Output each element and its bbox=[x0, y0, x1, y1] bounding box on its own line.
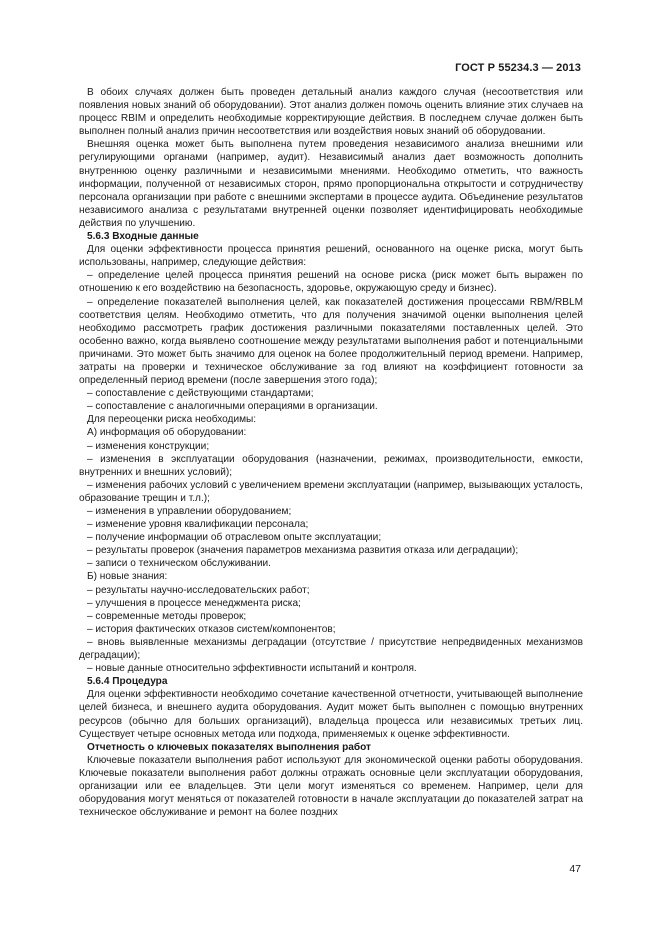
list-item: – определение показателей выполнения целей, как показателей достижения процессами RBM/RBLM соответствия целям. Необходимо отметить, что для получения значимой оценки выполнения целей необходимо рассмотреть график достижения различными показателями поставленных целей. Это особенно важно, когда выявлено соотношение между результатами выполнения работ и потенциальными причинами. Это может быть значимо для оценок на более продолжительный период времени. Например, затраты на проверки и техническое обслуживание за год влияют на коэффициент готовности за определенный период времени (после завершения этого года); bbox=[79, 296, 583, 387]
sublist-heading-b: Б) новые знания: bbox=[87, 571, 168, 583]
paragraph-intro-actions: Для оценки эффективности процесса принятия решений, основанного на оценке риска, могут быть использованы, например, следующие действия: bbox=[79, 244, 583, 269]
list-item: – современные методы проверок; bbox=[87, 610, 247, 622]
list-item: – изменение уровня квалификации персонала; bbox=[87, 519, 309, 531]
paragraph-reassessment-intro: Для переоценки риска необходимы: bbox=[87, 414, 257, 426]
list-item: – результаты проверок (значения параметров механизма развития отказа или деградации); bbox=[87, 545, 519, 557]
list-item: – история фактических отказов систем/компонентов; bbox=[87, 623, 336, 635]
document-body bbox=[79, 86, 583, 819]
list-item: – сопоставление с действующими стандартами; bbox=[87, 388, 314, 400]
subheading-kpi-reporting: Отчетность о ключевых показателях выполнения работ bbox=[87, 741, 371, 753]
sublist-heading-a: А) информация об оборудовании: bbox=[87, 427, 247, 439]
list-item: – изменения рабочих условий с увеличением времени эксплуатации (например, вызывающих усталость, образование трещин и т.л.); bbox=[79, 479, 583, 504]
list-item: – изменения в эксплуатации оборудования (назначении, режимах, производительности, емкости, внутренних и внешних условий); bbox=[79, 453, 583, 478]
page-number: 47 bbox=[569, 863, 581, 875]
list-item: – улучшения в процессе менеджмента риска; bbox=[87, 597, 301, 609]
section-heading-5-6-3: 5.6.3 Входные данные bbox=[87, 231, 199, 243]
list-item: – сопоставление с аналогичными операциями в организации. bbox=[87, 401, 378, 413]
section-heading-5-6-4: 5.6.4 Процедура bbox=[87, 676, 168, 688]
list-item: – изменения в управлении оборудованием; bbox=[87, 506, 292, 517]
list-item: – новые данные относительно эффективности испытаний и контроля. bbox=[87, 663, 417, 675]
list-item: – изменения конструкции; bbox=[87, 440, 210, 452]
paragraph-procedure: Для оценки эффективности необходимо сочетание качественной отчетности, учитывающей выполнение целей бизнеса, и внешнего аудита оборудования. Аудит может быть выполнен с помощью внутренних ресурсов (обычно для больших организаций), владельца процесса или независимых третьих лиц. Существует четыре основных метода или подхода, применяемых к оценке эффективности. bbox=[79, 689, 583, 740]
paragraph-external-assessment: Внешняя оценка может быть выполнена путем проведения независимого анализа внешними или регулирующими органами (например, аудит). Независимый анализ дает возможность дополнить внутреннюю оценку различными и независимыми мнениями. Необходимо отметить, что важность информации, полученной от независимых сторон, прямо пропорциональна открытости и сотрудничеству персонала организации при работе с внешними экспертами в процессе аудита. Объединение результатов независимого анализа с результатами внутренней оценки позволяет идентифицировать необходимые действия по улучшению. bbox=[79, 139, 583, 229]
document-header: ГОСТ Р 55234.3 — 2013 bbox=[455, 62, 581, 74]
list-item: – вновь выявленные механизмы деградации (отсутствие / присутствие непредвиденных механизмов деградации); bbox=[79, 636, 583, 662]
paragraph-kpi: Ключевые показатели выполнения работ используют для экономической оценки работы оборудования. Ключевые показатели выполнения работ должны отражать основные цели эксплуатации оборудования, организации или ее владельцев. Эти цели могут изменяться со временем. Например, цели для оборудования могут меняться от показателей готовности в начале эксплуатации до показателей затрат на техническое обслуживание и ремонт на более поздних bbox=[79, 754, 583, 819]
list-item: – результаты научно-исследовательских работ; bbox=[87, 584, 310, 596]
list-item: – записи о техническом обслуживании. bbox=[87, 558, 271, 570]
list-item: – определение целей процесса принятия решений на основе риска (риск может быть выражен по отношению к его воздействию на безопасность, здоровье, окружающую среду и бизнес). bbox=[79, 270, 583, 295]
paragraph-analysis: В обоих случаях должен быть проведен детальный анализ каждого случая (несоответствия или появления новых знаний об оборудовании). Этот анализ должен помочь оценить влияние этих случаев на процесс RBIM и определить необходимые корректирующие действия. В последнем случае должен быть выполнен полный анализ причин несоответствия или воздействия новых знаний об оборудовании. bbox=[79, 87, 583, 138]
list-item: – получение информации об отраслевом опыте эксплуатации; bbox=[87, 532, 382, 544]
